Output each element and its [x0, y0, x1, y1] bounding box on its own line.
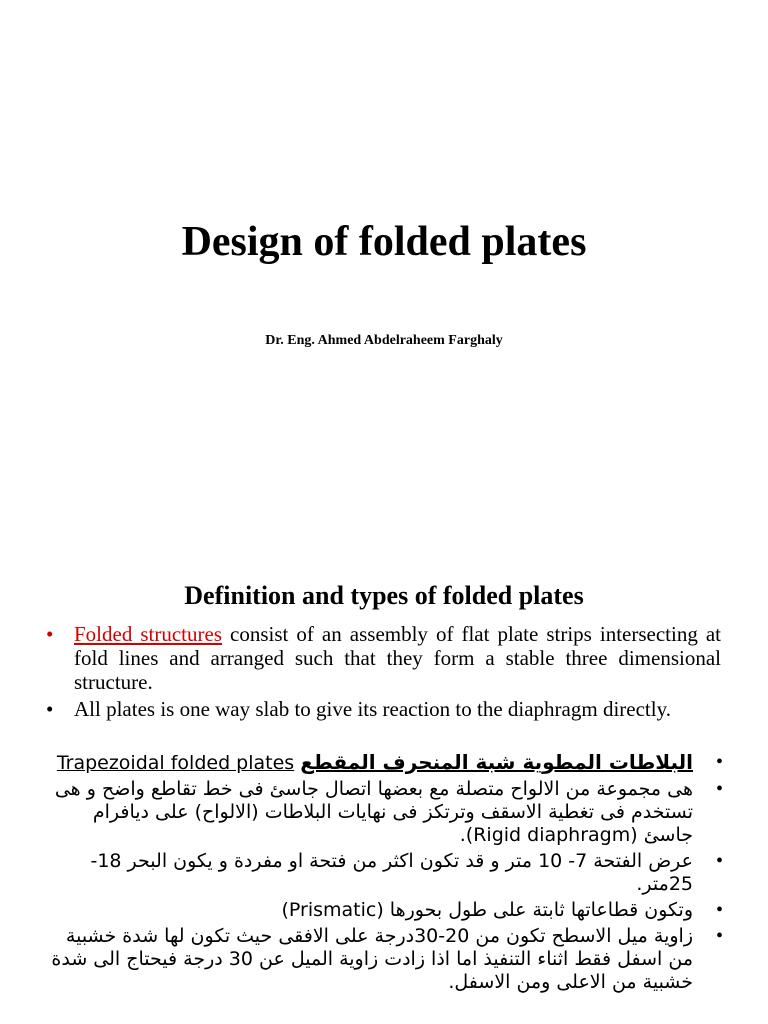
arabic-heading-text: البلاطات المطوية شبة المنحرف المقطع: [300, 750, 693, 774]
folded-structures-link[interactable]: Folded structures: [74, 622, 223, 646]
list-item: [46, 622, 721, 694]
list-item: [40, 899, 723, 922]
bullet-icon: •: [46, 622, 54, 646]
section-heading: Definition and types of folded plates: [184, 581, 584, 610]
list-item: [46, 697, 721, 721]
list-item: [40, 778, 723, 847]
bullet-icon: •: [715, 850, 723, 872]
list-item: [40, 751, 723, 775]
english-bullet-list: [46, 622, 721, 724]
bullet-text: وتكون قطاعاتها ثابتة على طول بحورها (Prismatic): [281, 899, 693, 921]
author-name: Dr. Eng. Ahmed Abdelraheem Farghaly: [265, 333, 503, 348]
bullet-icon: •: [715, 751, 723, 773]
bullet-icon: •: [715, 778, 723, 800]
definition-slide: [0, 545, 768, 1024]
bullet-icon: •: [715, 925, 723, 947]
slide-title: Design of folded plates: [181, 219, 587, 265]
bullet-icon: •: [715, 899, 723, 921]
bullet-text: consist of an assembly of flat plate strips intersecting at fold lines and arranged such that they form a stable three dimensional structure.: [74, 622, 722, 694]
bullet-text: All plates is one way slab to give its reaction to the diaphragm directly.: [74, 697, 671, 721]
list-item: [40, 925, 723, 994]
bullet-text: زاوية ميل الاسطح تكون من 20-30درجة على الافقى حيث تكون لها شدة خشبية من اسفل فقط اثناء التنفيذ اما اذا زادت زاوية الميل عن 30 درجة فيحتاج الى شدة خشبية من الاعلى ومن الاسفل.: [51, 925, 693, 993]
bullet-text: عرض الفتحة 7- 10 متر و قد تكون اكثر من فتحة او مفردة و يكون البحر 18-25متر.: [90, 850, 693, 895]
bullet-text: هى مجموعة من الالواح متصلة مع بعضها اتصال جاسئ فى خط تقاطع واضح و هى تستخدم فى تغطية الاسقف وترتكز فى نهايات البلاطات (الالواح) على ديافرام جاسئ (Rigid diaphragm).: [54, 778, 693, 846]
bullet-icon: •: [46, 697, 54, 721]
list-item: [40, 850, 723, 896]
arabic-bullet-list: [40, 751, 723, 997]
trapezoidal-label: Trapezoidal folded plates: [56, 752, 295, 774]
